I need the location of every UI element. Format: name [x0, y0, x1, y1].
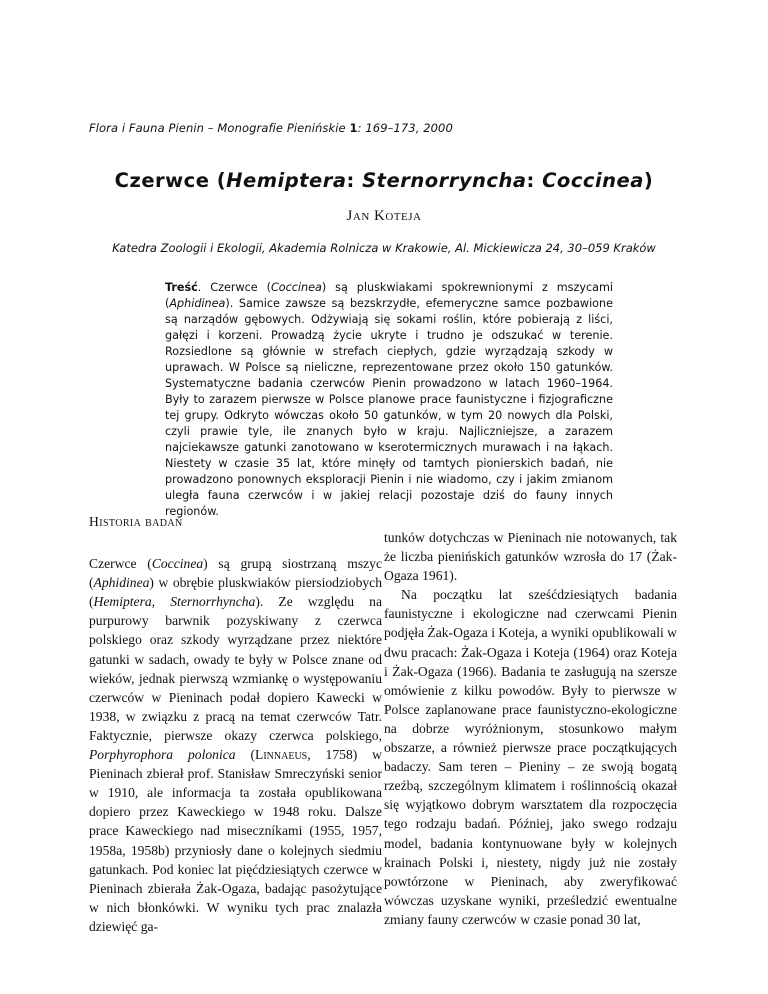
abstract-text: ) są pluskwiakami spokrewnionymi z mszycami (	[165, 281, 613, 310]
paper-title	[0, 169, 768, 192]
journal-volume: 1	[349, 121, 358, 135]
journal-citation	[89, 121, 453, 135]
title-text: )	[643, 169, 654, 192]
author-citation: Linnaeus	[255, 747, 308, 763]
title-taxon-coccinea: Coccinea	[542, 169, 644, 192]
paragraph: tunków dotychczas w Pieninach nie notowanych, tak że liczba pienińskich gatunków wzrosła do 17 (Żak-Ogaza 1961).	[384, 530, 677, 584]
abstract	[165, 280, 613, 520]
paragraph-text: (	[235, 747, 256, 763]
taxon-name: Hemiptera, Sternorrhyncha	[93, 594, 256, 610]
title-separator: :	[526, 169, 543, 192]
title-taxon-sternorryncha: Sternorryncha	[362, 169, 527, 192]
abstract-text: . Czerwce (	[197, 281, 271, 294]
paragraph-text: ). Ze względu na purpurowy barwnik pozyskiwany z czerwca polskiego oraz szkody wyrządzane przez niektóre gatunki w sadach, owady te były w Polsce znane od wieków, jednak pierwszą wzmiankę o występowaniu czerwców w Pieninach podał dopiero Kawecki w 1938, w związku z pracą na temat czerwców Tatr. Faktycznie, pierwsze okazy czerwca polskiego,	[89, 594, 382, 743]
taxon-name: Coccinea	[151, 556, 204, 572]
journal-pages: : 169–173, 2000	[357, 121, 453, 135]
title-text: Czerwce (	[114, 169, 227, 192]
journal-name: Flora i Fauna Pienin – Monografie Pienińskie	[89, 121, 346, 135]
paragraph	[89, 554, 382, 936]
abstract-label: Treść	[165, 281, 198, 294]
title-separator: :	[346, 169, 363, 192]
section-heading: Historia badań	[89, 514, 183, 529]
paragraph-text: ) w obrębie pluskwiaków piersiodziobych (	[89, 575, 382, 610]
paragraph-text: Czerwce (	[89, 556, 152, 572]
title-taxon-hemiptera: Hemiptera	[226, 169, 347, 192]
abstract-taxon: Aphidinea	[169, 297, 226, 310]
column-left	[89, 512, 382, 936]
paragraph-text: ) są grupą siostrzaną mszyc (	[89, 556, 382, 591]
author-name: Jan Koteja	[346, 208, 422, 224]
paragraph-text: , 1758) w Pieninach zbierał prof. Stanisław Smreczyński senior w 1910, ale informacja ta została opublikowana dopiero przez Kaweckiego w 1948 roku. Dalsze prace Kaweckiego nad miseczníkami (1955, 1957, 1958a, 1958b) przyniosły dane o kolejnych siedmiu gatunkach. Pod koniec lat pięćdziesiątych czerwce w Pieninach zbierała Żak-Ogaza, badając pasożytujące w nich błonkówki. W wyniku tych prac znalazła dziewięć ga-	[89, 747, 382, 934]
taxon-name: Aphidinea	[93, 575, 150, 591]
taxon-name: Porphyrophora polonica	[89, 747, 236, 763]
author-affiliation: Katedra Zoologii i Ekologii, Akademia Rolnicza w Krakowie, Al. Mickiewicza 24, 30–059 Kraków	[112, 241, 656, 255]
abstract-text: ). Samice zawsze są bezskrzydłe, efemeryczne samce pozbawione są narządów gębowych. Odżywiają się sokami roślin, które pobierają z liści, gałęzi i korzeni. Prowadzą życie ukryte i trudno je odszukać w terenie. Rozsiedlone są głównie w strefach ciepłych, gdzie wyrządzają szkody w uprawach. W Polsce są nieliczne, reprezentowane przez około 150 gatunków. Systematyczne badania czerwców Pienin prowadzono w latach 1960–1964. Były to zarazem pierwsze w Polsce planowe prace faunistyczne i fizjograficzne tej grupy. Odkryto wówczas około 50 gatunków, w tym 20 nowych dla Polski, czyli prawie tyle, ile znanych było w kraju. Najliczniejsze, a zarazem najciekawsze gatunki zanotowano w kserotermicznych murawach i na łąkach. Niestety w czasie 35 lat, które minęły od tamtych pionierskich badań, nie prowadzono ponownych eksploracji Pienin i nie wiadomo, czy i jakim zmianom uległa fauna czerwców i w jakiej relacji pozostaje dziś do fauny innych regionów.	[165, 297, 613, 518]
paragraph: Na początku lat sześćdziesiątych badania faunistyczne i ekologiczne nad czerwcami Pienin podjęła Żak-Ogaza i Koteja, a wyniki opublikowali w dwu pracach: Żak-Ogaza i Koteja (1964) oraz Koteja i Żak-Ogaza (1966). Badania te zasługują na szersze omówienie z kilku powodów. Były to pierwsze w Polsce zaplanowane prace faunistyczno-ekologiczne na dobrze wyróżnionym, stosunkowo małym obszarze, a również pierwsze prace początkujących badaczy. Sam teren – Pieniny – ze swoją bogatą rzeźbą, szczególnym klimatem i roślinnością okazał się wyjątkowo dobrym warsztatem dla rozpoczęcia tego rodzaju badań. Później, jako swego rodzaju model, badania kontynuowane były w kolejnych krainach Polski i, niestety, nigdy już nie zostały powtórzone w Pieninach, aby zweryfikować wówczas uzyskane wyniki, prześledzić ewentualne zmiany fauny czerwców w czasie ponad 30 lat,	[384, 587, 677, 927]
column-right	[384, 528, 677, 929]
abstract-taxon: Coccinea	[270, 281, 322, 294]
